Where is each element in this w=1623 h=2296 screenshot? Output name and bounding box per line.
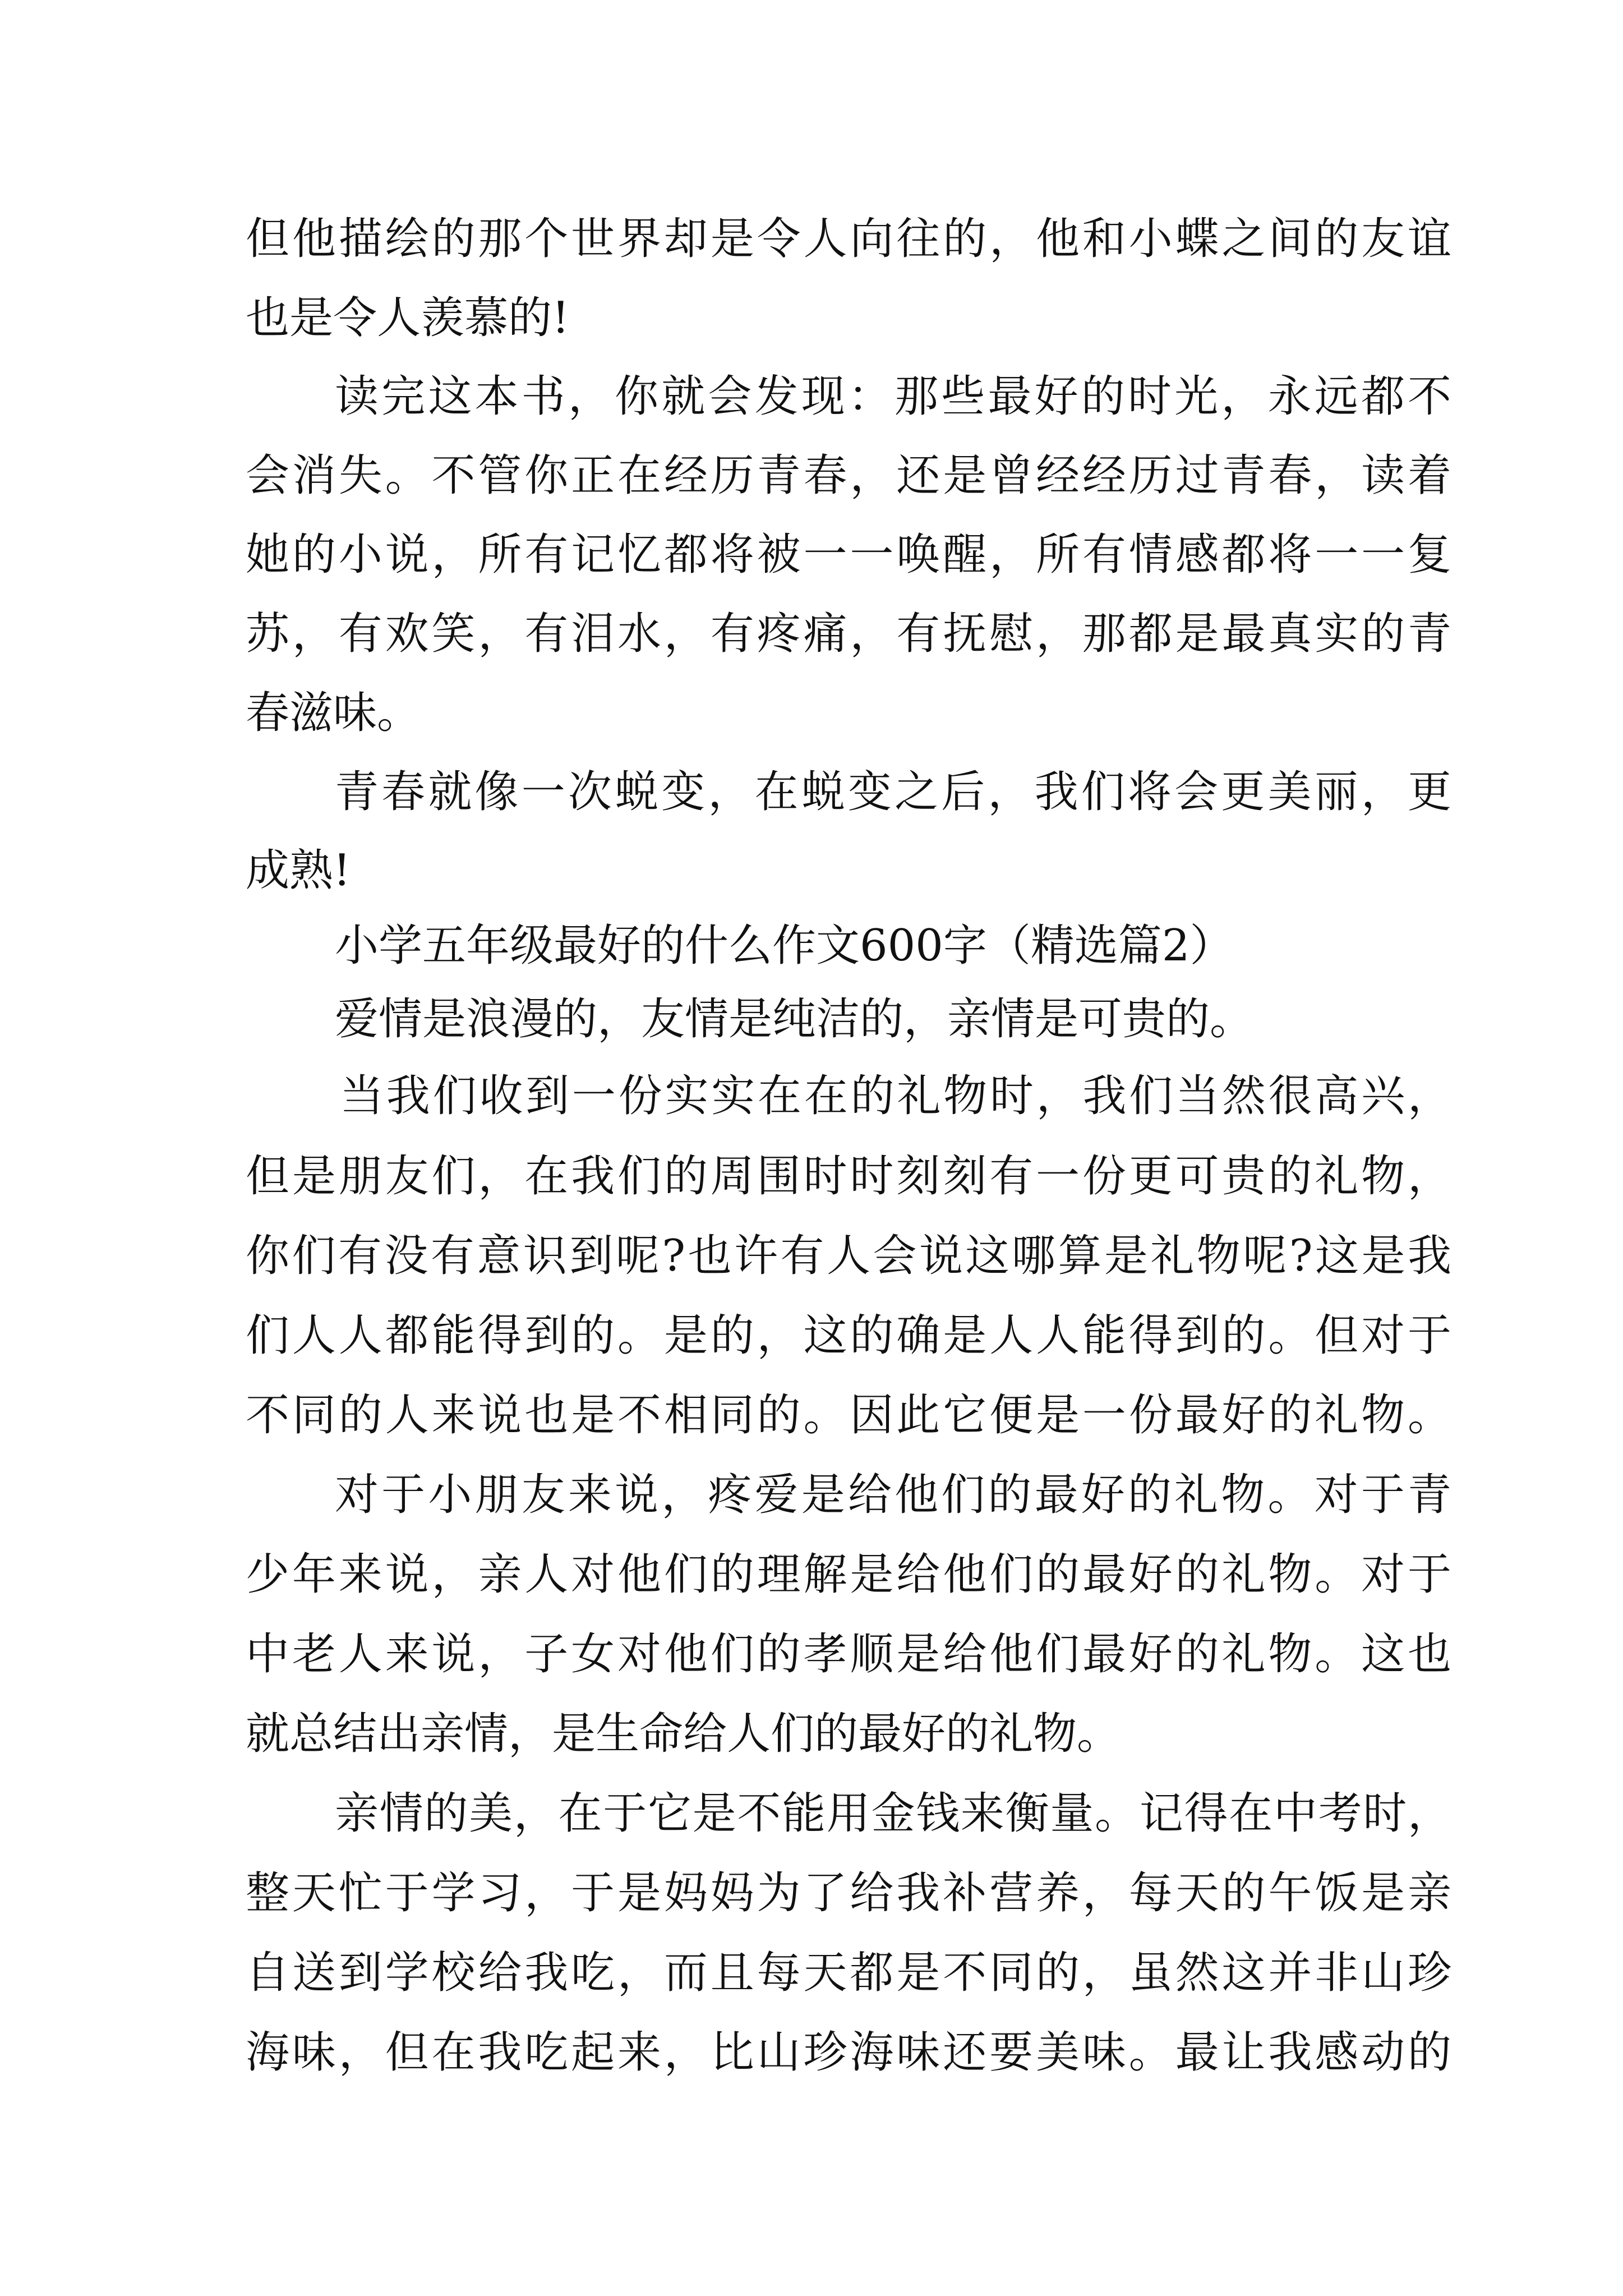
text-line: 但是朋友们，在我们的周围时时刻刻有一份更可贵的礼物， [246, 1151, 1451, 1202]
text-line: 当我们收到一份实实在在的礼物时，我们当然很高兴， [340, 1071, 1451, 1121]
text-line: 不同的人来说也是不相同的。因此它便是一份最好的礼物。 [246, 1390, 1451, 1441]
text-line: 亲情的美，在于它是不能用金钱来衡量。记得在中考时， [335, 1788, 1451, 1839]
text-line: 海味，但在我吃起来，比山珍海味还要美味。最让我感动的 [246, 2027, 1451, 2078]
text-line: 你们有没有意识到呢?也许有人会说这哪算是礼物呢?这是我 [246, 1231, 1451, 1281]
text-line: 也是令人羡慕的! [246, 293, 570, 343]
text-line: 少年来说，亲人对他们的理解是给他们的最好的礼物。对于 [246, 1549, 1451, 1600]
text-line: 对于小朋友来说，疼爱是给他们的最好的礼物。对于青 [335, 1470, 1451, 1520]
text-line: 自送到学校给我吃，而且每天都是不同的，虽然这并非山珍 [246, 1948, 1451, 1998]
text-line: 中老人来说，子女对他们的孝顺是给他们最好的礼物。这也 [246, 1629, 1451, 1680]
text-line: 会消失。不管你正在经历青春，还是曾经经历过青春，读着 [246, 450, 1451, 501]
text-line: 爱情是浪漫的，友情是纯洁的，亲情是可贵的。 [335, 994, 1254, 1045]
text-line: 但他描绘的那个世界却是令人向往的，他和小蝶之间的友谊 [246, 214, 1451, 264]
text-line: 成熟! [246, 845, 351, 896]
text-line: 青春就像一次蜕变，在蜕变之后，我们将会更美丽，更 [335, 767, 1451, 817]
text-line: 苏，有欢笑，有泪水，有疼痛，有抚慰，那都是最真实的青 [246, 609, 1451, 659]
text-line: 读完这本书，你就会发现：那些最好的时光，永远都不 [335, 371, 1451, 422]
section-heading: 小学五年级最好的什么作文600字（精选篇2） [335, 921, 1234, 971]
text-line: 她的小说，所有记忆都将被一一唤醒，所有情感都将一一复 [246, 530, 1451, 580]
text-line: 们人人都能得到的。是的，这的确是人人能得到的。但对于 [246, 1310, 1451, 1361]
text-line: 春滋味。 [246, 688, 421, 738]
text-line: 就总结出亲情，是生命给人们的最好的礼物。 [246, 1709, 1121, 1759]
text-line: 整天忙于学习，于是妈妈为了给我补营养，每天的午饭是亲 [246, 1868, 1451, 1918]
